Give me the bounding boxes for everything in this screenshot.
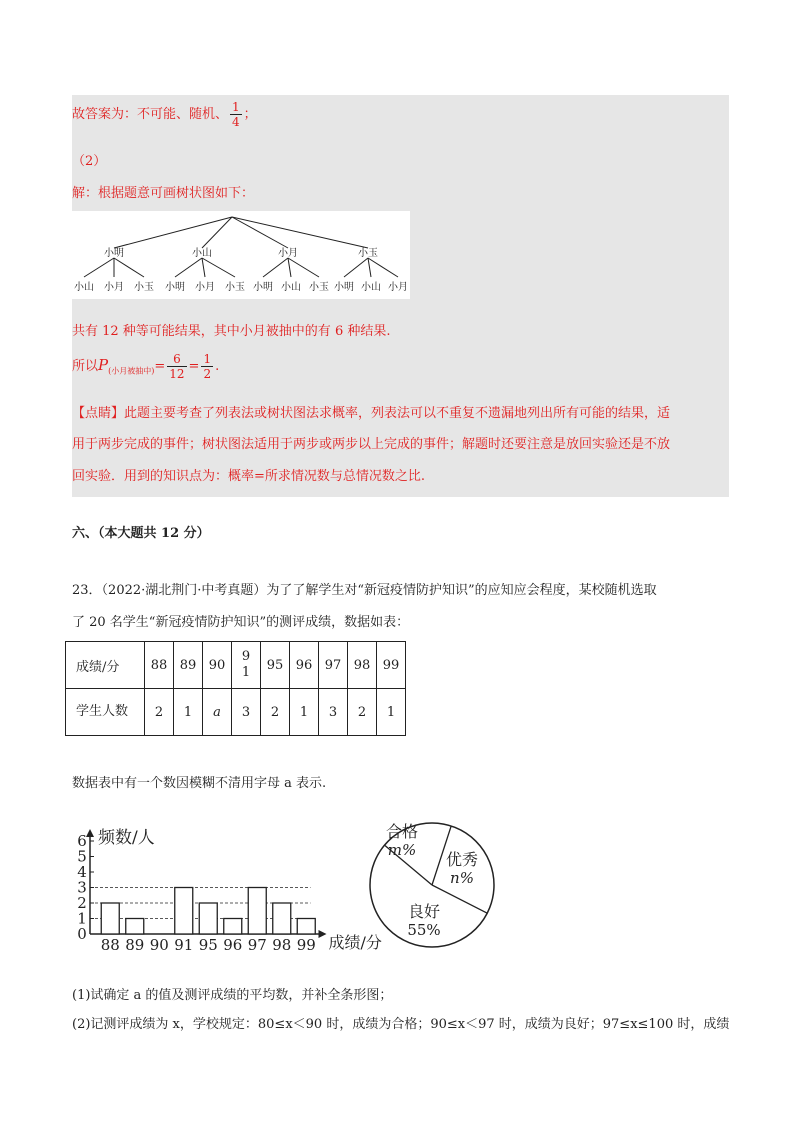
x-axis-label: 成绩/分 xyxy=(328,933,382,952)
bar xyxy=(224,919,242,935)
pie-slice-value: 55% xyxy=(407,921,441,939)
pie-slice-value: m% xyxy=(387,841,417,859)
tree-node-level2: 小明 xyxy=(165,282,185,293)
equals-sign: = xyxy=(154,359,166,374)
fraction-denominator: 2 xyxy=(203,367,212,381)
table-cell: 1 xyxy=(377,689,406,736)
x-tick-label: 88 xyxy=(100,936,120,954)
table-cell: 98 xyxy=(348,642,377,689)
equals-sign: = xyxy=(188,359,200,374)
table-note: 数据表中有一个数因模糊不清用字母 a 表示. xyxy=(72,776,327,791)
x-tick-label: 99 xyxy=(296,936,316,954)
table-cell: 3 xyxy=(319,689,348,736)
prob-symbol: P xyxy=(98,356,109,374)
section-heading: 六、（本大题共 12 分） xyxy=(72,526,210,541)
pie-slice-label: 良好 xyxy=(407,902,441,921)
tree-diagram xyxy=(72,211,410,299)
table-cell: 9 1 xyxy=(232,642,261,689)
y-tick-label: 6 xyxy=(77,832,87,850)
x-tick-label: 89 xyxy=(125,936,145,954)
table-header-count: 学生人数 xyxy=(66,689,145,736)
table-cell: 2 xyxy=(261,689,290,736)
fraction-1-2 xyxy=(201,352,213,381)
part-2-label: （2） xyxy=(72,154,107,169)
tree-node-level2: 小月 xyxy=(195,282,215,293)
table-cell: 88 xyxy=(145,642,174,689)
bar xyxy=(126,919,144,935)
tree-node-level2: 小玉 xyxy=(225,282,245,293)
fraction-6-12 xyxy=(167,352,186,381)
bar xyxy=(273,903,291,934)
y-tick-label: 2 xyxy=(77,894,87,912)
pie-slice-label: 合格 xyxy=(385,822,419,841)
y-tick-label: 4 xyxy=(77,863,87,881)
comment-line-1: 【点睛】此题主要考查了列表法或树状图法求概率，列表法可以不重复不遗漏地列出所有可能的结果，适 xyxy=(72,406,671,421)
fraction-numerator: 6 xyxy=(167,352,186,367)
table-row xyxy=(66,642,406,689)
tree-node-level2: 小山 xyxy=(74,282,94,293)
tree-node-level2: 小山 xyxy=(361,282,381,293)
table-cell: 99 xyxy=(377,642,406,689)
tree-node-level1: 小玉 xyxy=(358,248,378,259)
grade-pie-chart xyxy=(370,822,494,947)
charts-area xyxy=(60,808,520,966)
tree-node-level2: 小玉 xyxy=(309,282,329,293)
table-cell: 1 xyxy=(174,689,203,736)
solution-intro: 解：根据题意可画树状图如下： xyxy=(72,186,255,201)
x-tick-label: 97 xyxy=(247,936,267,954)
y-tick-label: 1 xyxy=(77,909,87,928)
x-tick-label: 95 xyxy=(198,936,218,954)
fraction-denominator: 4 xyxy=(232,115,240,129)
bar xyxy=(175,888,193,935)
table-cell: 96 xyxy=(290,642,319,689)
x-tick-label: 90 xyxy=(149,936,169,954)
comment-line-3: 回实验．用到的知识点为：概率=所求情况数与总情况数之比. xyxy=(72,469,426,484)
table-row xyxy=(66,689,406,736)
pie-slice-value: n% xyxy=(450,869,474,887)
question-line-2: 了 20 名学生“新冠疫情防护知识”的测评成绩，数据如表： xyxy=(72,615,410,630)
table-cell: 95 xyxy=(261,642,290,689)
tree-node-level2: 小月 xyxy=(388,282,408,293)
question-part-1: (1)试确定 a 的值及测评成绩的平均数，并补全条形图； xyxy=(72,988,393,1003)
answer-text: 故答案为：不可能、随机、 xyxy=(72,107,229,122)
question-part-2: (2)记测评成绩为 x，学校规定：80≤x＜90 时，成绩为合格；90≤x＜97 时，成绩为良好；97≤x≤100 时，成绩 xyxy=(72,1017,730,1032)
table-cell: a xyxy=(203,689,232,736)
x-tick-label: 91 xyxy=(174,936,194,954)
y-tick-label: 5 xyxy=(77,847,87,866)
tree-node-level1: 小山 xyxy=(192,248,212,259)
answer-line-1 xyxy=(72,100,257,129)
tree-node-level2: 小玉 xyxy=(134,282,154,293)
y-tick-label: 3 xyxy=(77,878,87,897)
tree-node-level1: 小明 xyxy=(104,248,124,259)
tree-node-level2: 小月 xyxy=(104,282,124,293)
fraction-one-quarter xyxy=(230,100,242,129)
fraction-numerator: 1 xyxy=(232,100,240,114)
question-line-1: 23．（2022·湖北荆门·中考真题）为了了解学生对“新冠疫情防护知识”的应知应会程度，某校随机选取 xyxy=(72,583,657,598)
frequency-bar-chart xyxy=(77,828,382,954)
pie-slice-label: 优秀 xyxy=(445,850,479,869)
answer-suffix: ； xyxy=(243,107,257,122)
bar xyxy=(199,903,217,934)
prob-subscript: (小月被抽中) xyxy=(108,366,155,376)
tree-node-level2: 小明 xyxy=(334,282,354,293)
y-axis-arrow xyxy=(86,829,94,837)
probability-formula xyxy=(72,352,219,381)
bar xyxy=(248,888,266,935)
tree-node-level2: 小山 xyxy=(281,282,301,293)
y-axis-label: 频数/人 xyxy=(98,828,155,848)
table-cell: 89 xyxy=(174,642,203,689)
table-cell: 2 xyxy=(348,689,377,736)
table-cell: 90 xyxy=(203,642,232,689)
fraction-numerator: 1 xyxy=(203,352,212,366)
y-tick-label: 0 xyxy=(77,925,87,943)
scores-table xyxy=(65,641,406,736)
tree-node-level1: 小月 xyxy=(278,248,298,259)
x-axis-arrow xyxy=(319,930,327,938)
period: . xyxy=(215,359,220,374)
prob-prefix: 所以 xyxy=(72,359,99,374)
tree-node-level2: 小明 xyxy=(253,282,273,293)
bar xyxy=(101,903,119,934)
table-cell: 1 xyxy=(290,689,319,736)
table-cell: 3 xyxy=(232,689,261,736)
table-cell: 97 xyxy=(319,642,348,689)
comment-line-2: 用于两步完成的事件；树状图法适用于两步或两步以上完成的事件；解题时还要注意是放回实验还是不放 xyxy=(72,437,671,452)
bar xyxy=(297,919,315,935)
table-header-score: 成绩/分 xyxy=(66,642,145,689)
x-tick-label: 96 xyxy=(223,936,243,954)
x-tick-label: 98 xyxy=(272,936,292,954)
fraction-denominator: 12 xyxy=(169,367,185,381)
table-cell: 2 xyxy=(145,689,174,736)
result-text: 共有 12 种等可能结果，其中小月被抽中的有 6 种结果. xyxy=(72,324,391,339)
